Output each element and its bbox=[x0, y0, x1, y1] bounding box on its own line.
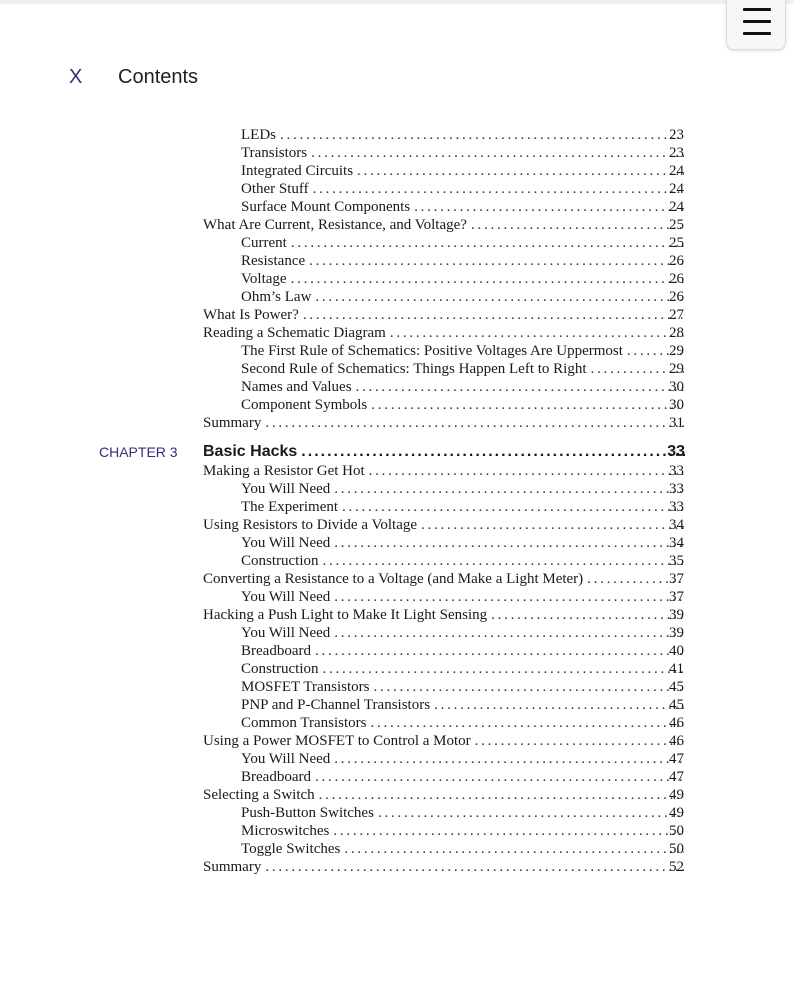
toc-entry bbox=[203, 786, 684, 804]
chapter-label: CHAPTER 3 bbox=[99, 444, 178, 460]
toc-entry-page-number: 40 bbox=[669, 643, 684, 659]
toc-subsection-entry[interactable] bbox=[0, 822, 794, 840]
toc-section-entry[interactable] bbox=[0, 606, 794, 624]
toc-entry bbox=[241, 678, 684, 696]
toc-entry-title: Hacking a Push Light to Make It Light Sensing bbox=[203, 607, 488, 623]
toc-entry-page-number: 23 bbox=[669, 127, 684, 143]
toc-subsection-entry[interactable] bbox=[0, 840, 794, 858]
toc-entry-title: Common Transistors bbox=[241, 715, 367, 731]
toc-entry bbox=[203, 324, 684, 342]
toc-entry-title: Summary bbox=[203, 415, 262, 431]
toc-entry-title: Names and Values bbox=[241, 379, 352, 395]
dot-leader bbox=[280, 126, 684, 144]
dot-leader bbox=[369, 462, 684, 480]
toc-entry-title: Summary bbox=[203, 859, 262, 875]
toc-entry-page-number: 47 bbox=[669, 751, 684, 767]
toc-entry bbox=[241, 660, 684, 678]
toc-entry-title: The Experiment bbox=[241, 499, 339, 515]
toc-entry-title: You Will Need bbox=[241, 481, 331, 497]
dot-leader bbox=[265, 414, 684, 432]
toc-entry-page-number: 49 bbox=[669, 805, 684, 821]
dot-leader bbox=[334, 480, 684, 498]
toc-section-entry[interactable] bbox=[0, 858, 794, 876]
toc-entry-page-number: 46 bbox=[669, 715, 684, 731]
toc-section-entry[interactable] bbox=[0, 216, 794, 234]
dot-leader bbox=[371, 396, 684, 414]
toc-entry-page-number: 26 bbox=[669, 289, 684, 305]
toc-entry-title: Microswitches bbox=[241, 823, 330, 839]
chapter-entry bbox=[203, 442, 686, 462]
toc-subsection-entry[interactable] bbox=[0, 162, 794, 180]
toc-entry-title: What Are Current, Resistance, and Voltage? bbox=[203, 217, 467, 233]
dot-leader bbox=[311, 144, 684, 162]
toc-entry-title: Making a Resistor Get Hot bbox=[203, 463, 365, 479]
toc-subsection-entry[interactable] bbox=[0, 360, 794, 378]
toc-subsection-entry[interactable] bbox=[0, 480, 794, 498]
toc-subsection-entry[interactable] bbox=[0, 678, 794, 696]
toc-entry bbox=[203, 570, 684, 588]
toc-entry-page-number: 26 bbox=[669, 271, 684, 287]
toc-entry-page-number: 25 bbox=[669, 217, 684, 233]
toc-entry-page-number: 33 bbox=[669, 499, 684, 515]
toc-subsection-entry[interactable] bbox=[0, 714, 794, 732]
dot-leader bbox=[303, 306, 684, 324]
toc-entry-page-number: 47 bbox=[669, 769, 684, 785]
toc-entry-page-number: 24 bbox=[669, 163, 684, 179]
dot-leader bbox=[301, 442, 686, 462]
toc-entry-page-number: 39 bbox=[669, 625, 684, 641]
dot-leader bbox=[323, 660, 685, 678]
toc-subsection-entry[interactable] bbox=[0, 144, 794, 162]
toc-entry-page-number: 45 bbox=[669, 697, 684, 713]
toc-entry bbox=[241, 498, 684, 516]
dot-leader bbox=[370, 714, 684, 732]
toc-entry-page-number: 33 bbox=[669, 463, 684, 479]
toc-section-entry[interactable] bbox=[0, 570, 794, 588]
toc-entry-page-number: 45 bbox=[669, 679, 684, 695]
toc-subsection-entry[interactable] bbox=[0, 804, 794, 822]
toc-entry bbox=[241, 360, 684, 378]
toc-entry-title: Second Rule of Schematics: Things Happen Left to Right bbox=[241, 361, 587, 377]
toc-section-entry[interactable] bbox=[0, 732, 794, 750]
toc-subsection-entry[interactable] bbox=[0, 342, 794, 360]
toc-entry-page-number: 33 bbox=[669, 481, 684, 497]
toc-entry-title: Selecting a Switch bbox=[203, 787, 315, 803]
toc-subsection-entry[interactable] bbox=[0, 198, 794, 216]
toc-subsection-entry[interactable] bbox=[0, 696, 794, 714]
toc-subsection-entry[interactable] bbox=[0, 252, 794, 270]
toc-entry-page-number: 30 bbox=[669, 379, 684, 395]
dot-leader bbox=[323, 552, 685, 570]
toc-entry-page-number: 34 bbox=[669, 535, 684, 551]
toc-entry-title: You Will Need bbox=[241, 535, 331, 551]
toc-subsection-entry[interactable] bbox=[0, 552, 794, 570]
toc-section-entry[interactable] bbox=[0, 324, 794, 342]
toc-entry bbox=[241, 396, 684, 414]
toc-subsection-entry[interactable] bbox=[0, 642, 794, 660]
toc-entry-title: Construction bbox=[241, 661, 319, 677]
toc-entry-title: Component Symbols bbox=[241, 397, 368, 413]
toc-subsection-entry[interactable] bbox=[0, 588, 794, 606]
toc-entry-title: Transistors bbox=[241, 145, 308, 161]
dot-leader bbox=[334, 750, 684, 768]
toc-entry-page-number: 29 bbox=[669, 343, 684, 359]
toc-entry bbox=[241, 534, 684, 552]
dot-leader bbox=[309, 252, 684, 270]
toc-entry-title: PNP and P-Channel Transistors bbox=[241, 697, 431, 713]
toc-entry bbox=[241, 270, 684, 288]
toc-entry-title: Push-Button Switches bbox=[241, 805, 374, 821]
toc-entry-page-number: 24 bbox=[669, 181, 684, 197]
dot-leader bbox=[434, 696, 684, 714]
toc-entry-page-number: 30 bbox=[669, 397, 684, 413]
toc-subsection-entry[interactable] bbox=[0, 270, 794, 288]
toc-entry-page-number: 52 bbox=[669, 859, 684, 875]
toc-entry-title: Surface Mount Components bbox=[241, 199, 411, 215]
toc-subsection-entry[interactable] bbox=[0, 378, 794, 396]
toc-entry bbox=[203, 606, 684, 624]
toc-subsection-entry[interactable] bbox=[0, 768, 794, 786]
dot-leader bbox=[378, 804, 684, 822]
toc-entry-page-number: 41 bbox=[669, 661, 684, 677]
toc-subsection-entry[interactable] bbox=[0, 660, 794, 678]
toc-entry bbox=[241, 804, 684, 822]
toc-entry bbox=[203, 414, 684, 432]
toc-subsection-entry[interactable] bbox=[0, 624, 794, 642]
toc-entry-page-number: 50 bbox=[669, 841, 684, 857]
toc-entry-title: What Is Power? bbox=[203, 307, 299, 323]
dot-leader bbox=[319, 786, 684, 804]
toc-entry-title: The First Rule of Schematics: Positive Voltages Are Uppermost bbox=[241, 343, 623, 359]
toc-entry-page-number: 24 bbox=[669, 199, 684, 215]
toc-entry bbox=[241, 840, 684, 858]
toc-entry-page-number: 50 bbox=[669, 823, 684, 839]
toc-subsection-entry[interactable] bbox=[0, 180, 794, 198]
toc-entry-title: Voltage bbox=[241, 271, 287, 287]
dot-leader bbox=[333, 822, 684, 840]
toc-entry-page-number: 29 bbox=[669, 361, 684, 377]
toc-entry bbox=[241, 588, 684, 606]
toc-entry-title: Breadboard bbox=[241, 643, 311, 659]
page-header bbox=[0, 62, 794, 94]
dot-leader bbox=[414, 198, 684, 216]
top-bar bbox=[0, 0, 794, 4]
toc-entry bbox=[241, 480, 684, 498]
toc-section-entry[interactable] bbox=[0, 306, 794, 324]
toc-subsection-entry[interactable] bbox=[0, 534, 794, 552]
toc-entry bbox=[241, 252, 684, 270]
toc-section-before bbox=[0, 126, 794, 432]
toc-entry bbox=[241, 378, 684, 396]
dot-leader bbox=[374, 678, 684, 696]
toc-entry-page-number: 25 bbox=[669, 235, 684, 251]
toc-entry-title: Toggle Switches bbox=[241, 841, 341, 857]
toc-entry bbox=[241, 714, 684, 732]
dot-leader bbox=[334, 534, 684, 552]
toc-entry-title: Ohm’s Law bbox=[241, 289, 312, 305]
toc-entry-title: You Will Need bbox=[241, 751, 331, 767]
toc-entry bbox=[241, 234, 684, 252]
dot-leader bbox=[315, 288, 684, 306]
running-head: Contents bbox=[118, 66, 199, 88]
toc-entry bbox=[203, 858, 684, 876]
table-of-contents bbox=[0, 126, 794, 876]
toc-entry bbox=[203, 732, 684, 750]
toc-entry bbox=[203, 306, 684, 324]
dot-leader bbox=[313, 180, 684, 198]
toc-entry-page-number: 49 bbox=[669, 787, 684, 803]
toc-entry bbox=[203, 462, 684, 480]
toc-entry bbox=[241, 198, 684, 216]
toc-entry-title: You Will Need bbox=[241, 589, 331, 605]
toc-entry-title: Using Resistors to Divide a Voltage bbox=[203, 517, 418, 533]
toc-entry-page-number: 28 bbox=[669, 325, 684, 341]
toc-entry-page-number: 39 bbox=[669, 607, 684, 623]
toc-entry bbox=[241, 144, 684, 162]
toc-entry bbox=[241, 126, 684, 144]
dot-leader bbox=[390, 324, 684, 342]
toc-entry-title: Resistance bbox=[241, 253, 306, 269]
dot-leader bbox=[344, 840, 684, 858]
page-number: X bbox=[69, 66, 83, 88]
dot-leader bbox=[291, 234, 684, 252]
toc-entry bbox=[241, 552, 684, 570]
toc-entry bbox=[241, 162, 684, 180]
toc-entry-title: Other Stuff bbox=[241, 181, 309, 197]
toc-entry bbox=[241, 822, 684, 840]
toc-entry bbox=[241, 750, 684, 768]
toc-section-after bbox=[0, 462, 794, 876]
toc-entry bbox=[203, 516, 684, 534]
dot-leader bbox=[334, 588, 684, 606]
toc-entry-page-number: 26 bbox=[669, 253, 684, 269]
toc-entry-page-number: 23 bbox=[669, 145, 684, 161]
dot-leader bbox=[342, 498, 684, 516]
dot-leader bbox=[315, 768, 684, 786]
toc-section-entry[interactable] bbox=[0, 516, 794, 534]
toc-subsection-entry[interactable] bbox=[0, 750, 794, 768]
toc-entry-title: Integrated Circuits bbox=[241, 163, 354, 179]
dot-leader bbox=[356, 378, 684, 396]
toc-section-entry[interactable] bbox=[0, 462, 794, 480]
toc-entry bbox=[241, 180, 684, 198]
toc-entry bbox=[241, 696, 684, 714]
toc-entry-page-number: 37 bbox=[669, 589, 684, 605]
toc-entry-page-number: 37 bbox=[669, 571, 684, 587]
toc-entry-page-number: 35 bbox=[669, 553, 684, 569]
toc-entry-page-number: 27 bbox=[669, 307, 684, 323]
toc-entry bbox=[241, 342, 684, 360]
dot-leader bbox=[471, 216, 684, 234]
chapter-heading-row[interactable] bbox=[0, 442, 794, 462]
toc-entry-page-number: 34 bbox=[669, 517, 684, 533]
chapter-title: Basic Hacks bbox=[203, 443, 298, 460]
toc-subsection-entry[interactable] bbox=[0, 396, 794, 414]
toc-entry-page-number: 46 bbox=[669, 733, 684, 749]
dot-leader bbox=[334, 624, 684, 642]
toc-subsection-entry[interactable] bbox=[0, 498, 794, 516]
toc-entry-title: Using a Power MOSFET to Control a Motor bbox=[203, 733, 471, 749]
dot-leader bbox=[265, 858, 684, 876]
toc-entry bbox=[241, 768, 684, 786]
dot-leader bbox=[315, 642, 684, 660]
dot-leader bbox=[475, 732, 684, 750]
toc-entry-title: Reading a Schematic Diagram bbox=[203, 325, 386, 341]
toc-subsection-entry[interactable] bbox=[0, 234, 794, 252]
toc-section-entry[interactable] bbox=[0, 786, 794, 804]
toc-entry-title: LEDs bbox=[241, 127, 276, 143]
toc-entry bbox=[241, 288, 684, 306]
toc-entry bbox=[241, 642, 684, 660]
toc-entry bbox=[241, 624, 684, 642]
toc-entry-title: Construction bbox=[241, 553, 319, 569]
menu-button[interactable] bbox=[726, 0, 786, 50]
dot-leader bbox=[421, 516, 684, 534]
toc-section-entry[interactable] bbox=[0, 414, 794, 432]
toc-entry-title: You Will Need bbox=[241, 625, 331, 641]
toc-entry-page-number: 31 bbox=[669, 415, 684, 431]
toc-entry-title: Current bbox=[241, 235, 287, 251]
chapter-page-number: 33 bbox=[667, 443, 685, 460]
toc-entry-title: Converting a Resistance to a Voltage (and Make a Light Meter) bbox=[203, 571, 584, 587]
toc-subsection-entry[interactable] bbox=[0, 288, 794, 306]
toc-entry bbox=[203, 216, 684, 234]
dot-leader bbox=[357, 162, 684, 180]
toc-subsection-entry[interactable] bbox=[0, 126, 794, 144]
toc-entry-title: MOSFET Transistors bbox=[241, 679, 370, 695]
dot-leader bbox=[291, 270, 684, 288]
toc-entry-title: Breadboard bbox=[241, 769, 311, 785]
